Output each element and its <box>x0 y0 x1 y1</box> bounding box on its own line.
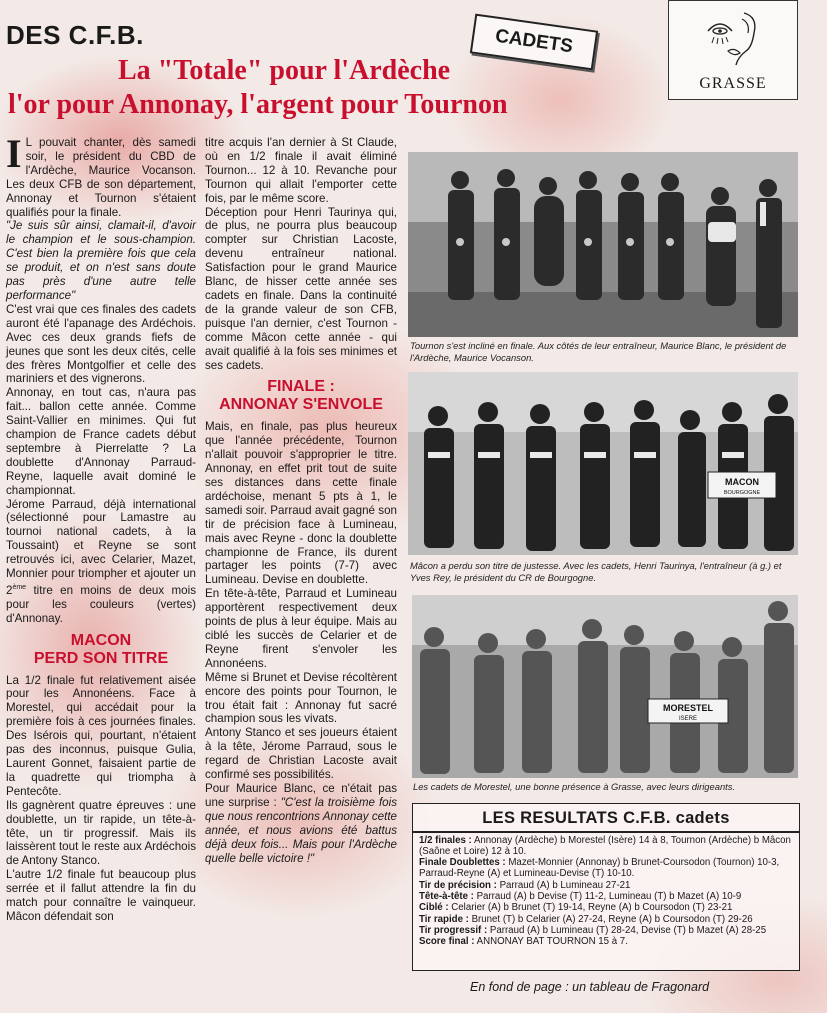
row-text: ANNONAY BAT TOURNON 15 à 7. <box>474 936 628 948</box>
paragraph: Même si Brunet et Devise récoltèrent encore des points pour Tournon, le trou était fait : Annonay fut sacré champion sous les vivats. <box>205 670 397 726</box>
quote-vocanson: "Je suis sûr ainsi, clamait-il, d'avoir le champion et le sous-champion. C'est bien la première fois que cela se produit, et on n'est sans doute pas près d'une autre telle performance" <box>6 219 196 302</box>
results-row <box>419 902 793 913</box>
results-row <box>419 891 793 902</box>
results-box <box>412 803 800 971</box>
results-row <box>419 936 793 947</box>
paragraph-text: L pouvait chanter, dès samedi soir, le président du CBD de l'Ardèche, Maurice Vocanson. Les deux CFB de son département, Annonay et Tournon s'étaient qualifiés pour la finale. <box>6 136 196 219</box>
paragraph: L'autre 1/2 finale fut beaucoup plus serrée et il fallut attendre la fin du match pour connaître le vainqueur. Mâcon défendait son <box>6 868 196 923</box>
sign-isere: ISERE <box>678 716 698 722</box>
drop-cap: I <box>6 131 22 176</box>
row-label: Tir de précision : <box>419 879 497 891</box>
row-text: Parraud (A) b Lumineau 27-21 <box>496 879 631 891</box>
row-text: Parraud (A) b Lumineau (T) 28-24, Devise (T) b Mazet (A) 28-25 <box>487 924 767 936</box>
paragraph: Annonay, en tout cas, n'aura pas fait... ballon cette année. Comme Saint-Vallier en minimes. Qui fut champion de France cadets début septembre à Pierrelatte ? La doublette d'Annonay Parraud-Reyne, laquelle avait dominé le championnat. <box>6 386 196 497</box>
sign-macon: MACON <box>725 477 759 487</box>
headline-line-1: La "Totale" pour l'Ardèche <box>118 55 451 86</box>
subheading-line: PERD SON TITRE <box>33 649 169 667</box>
headline-line-2: l'or pour Annonay, l'argent pour Tournon <box>8 89 508 120</box>
caption-photo-2: Mâcon a perdu son titre de justesse. Avec les cadets, Henri Taurinya, l'entraîneur (à g.) et Yves Rey, le président du CR de Bourgogne. <box>410 560 782 583</box>
paragraph: La 1/2 finale fut relativement aisée pour les Annonéens. Face à Morestel, qui accédait pour la première fois à ces journées finales. Des Isérois qui, pourtant, n'étaient pas des inconnus, puisque Gulia, Laurent Gonnet, faisaient partie de la quadrette qui triompha à Pentecôte. <box>6 673 196 798</box>
paragraph: Déception pour Henri Taurinya qui, de plus, ne pourra plus beaucoup compter sur Christian Lacoste, devenu entraîneur national. Satisfaction pour le grand Maurice Blanc, de hisser cette année ses cadets en finale. Dans la continuité de la grande valeur de son CFB, puisque l'an dernier, c'est Tournon - comme Mâcon cette année - qui avait qualifié à la fois ses minimes et ses cadets. <box>205 205 397 372</box>
paragraph: Ils gagnèrent quatre épreuves : une doublette, un tir rapide, un tête-à-tête, un tir progressif. Mais ils laissèrent tout le reste aux Ardéchois de Antony Stanco. <box>6 798 196 868</box>
subheading-line: ANNONAY S'ENVOLE <box>219 396 383 414</box>
paragraph: Mais, en finale, pas plus heureux que l'année précédente, Tournon n'allait pouvoir s'approprier le titre. Annonay, en effet prit tout de suite ses distances dans cette finale ardéchoise, menant 5 pts à 1, le samedi soir. Parraud avait gagné son tir de précision face à Lumineau, mais avec Reyne - donc la doublette championne de France, ils durent partager les points (7-7) avec Lumineau. Devise en doublette. <box>205 420 397 587</box>
paragraph: C'est vrai que ces finales des cadets auront été l'apanage des Ardéchois. Avec ces deux grands fiefs de jeunes que sont les deux cités, celle des frères Montgolfier et celle des mariniers et des vignerons. <box>6 302 196 386</box>
photo-macon-team <box>408 372 798 555</box>
caption-photo-3: Les cadets de Morestel, une bonne présence à Grasse, avec leurs dirigeants. <box>413 781 736 792</box>
row-text: Celarier (A) b Brunet (T) 19-14, Reyne (A) b Coursodon (T) 23-21 <box>448 902 733 914</box>
paragraph-text: Jérome Parraud, déjà international (sélectionné pour Lamastre au tournoi national cadets, à la Toussaint) et Reyne se sont retrouvés ici, avec Celarier, Mazet, Monnier pour triompher et ajouter un 2 <box>6 497 196 597</box>
row-text: Mazet-Monnier (Annonay) b Brunet-Coursodon (Tournon) 10-3, Parraud-Reyne (A) et Lumineau-Devise (T) 10-10. <box>419 857 780 880</box>
article-column-1 <box>6 131 196 924</box>
results-row <box>419 857 793 880</box>
category-stamp: CADETS <box>470 14 598 71</box>
logo-text: GRASSE <box>699 75 767 92</box>
results-row <box>419 880 793 891</box>
subheading-line: MACON <box>70 631 132 649</box>
section-label: DES C.F.B. <box>6 20 144 50</box>
results-row <box>419 835 793 858</box>
results-title: LES RESULTATS C.F.B. cadets <box>482 809 730 827</box>
photo-tournon-team <box>408 152 798 337</box>
paragraph: En tête-à-tête, Parraud et Lumineau apportèrent respectivement deux points de plus à leur équipe. Mais au ciblé les succès de Celarier et de Reyne firent s'envoler les Annonéens. <box>205 587 397 670</box>
footer-note: En fond de page : un tableau de Fragonard <box>470 980 710 994</box>
face-logo-icon <box>698 7 768 69</box>
caption-photo-1: Tournon s'est incliné en finale. Aux côtés de leur entraîneur, Maurice Blanc, le président de l'Ardèche, Maurice Vocanson. <box>410 340 787 363</box>
row-label: Score final : <box>419 936 475 948</box>
results-row <box>419 925 793 936</box>
row-label: 1/2 finales : <box>419 834 472 846</box>
results-list <box>413 835 799 948</box>
paragraph <box>205 782 397 865</box>
quote-blanc: "C'est la troisième fois que nous rencontrions Annonay cette année, et nous avions été battus déjà deux fois... Mais pour l'Ardèche quelle belle victoire !" <box>205 795 397 865</box>
row-label: Tir progressif : <box>419 924 488 936</box>
row-text: Brunet (T) b Celarier (A) 27-24, Reyne (A) b Coursodon (T) 29-26 <box>468 913 753 925</box>
subheading-line: FINALE : <box>267 378 335 396</box>
row-label: Ciblé : <box>419 902 449 914</box>
results-divider <box>413 831 799 833</box>
paragraph: titre acquis l'an dernier à St Claude, où en 1/2 finale il avait éliminé Tournon... 12 à 10. Revanche pour Tournon qui allait l'emporter cette fois, par le même score. <box>205 136 397 205</box>
superscript: ème <box>12 584 27 591</box>
article-column-2 <box>205 136 397 865</box>
sign-bourgogne: BOURGOGNE <box>723 490 761 496</box>
row-text: Parraud (A) b Devise (T) 11-2, Lumineau (T) b Mazet (A) 10-9 <box>473 890 742 902</box>
row-label: Tir rapide : <box>419 913 469 925</box>
row-label: Finale Doublettes : <box>419 857 506 869</box>
paragraph <box>6 498 196 626</box>
paragraph-text: titre en moins de deux mois pour les couleurs (vertes) d'Annonay. <box>6 583 196 625</box>
paragraph-text: Pour Maurice Blanc, ce n'était pas une surprise : <box>205 781 397 809</box>
subheading-finale <box>205 378 397 414</box>
paragraph-intro <box>6 131 196 219</box>
grasse-logo <box>668 0 798 100</box>
paragraph: Antony Stanco et ses joueurs étaient à la tête, Jérome Parraud, sous le regard de Christian Lacoste avait confirmé ses possibilités. <box>205 726 397 782</box>
row-text: Annonay (Ardèche) b Morestel (Isère) 14 à 8, Tournon (Ardèche) b Mâcon (Saône et Loire) 12 à 10. <box>419 834 791 857</box>
photo-morestel-team <box>412 595 798 778</box>
subheading-macon <box>6 632 196 668</box>
sign-morestel: MORESTEL <box>662 703 714 713</box>
row-label: Tête-à-tête : <box>419 890 474 902</box>
results-row <box>419 914 793 925</box>
